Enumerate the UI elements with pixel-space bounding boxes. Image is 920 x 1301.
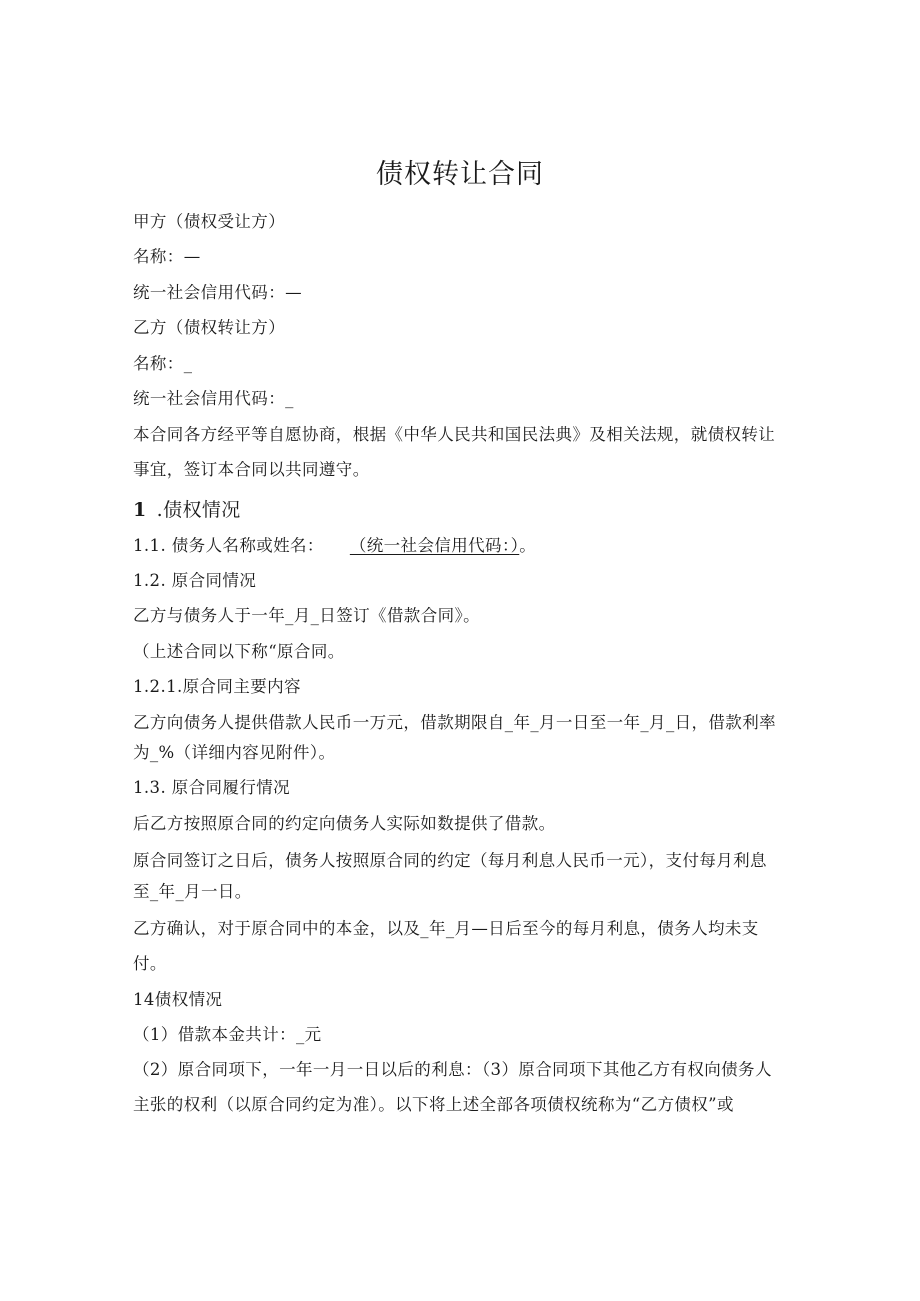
party-b-heading: 乙方（债权转让方） bbox=[133, 318, 286, 337]
clause-1-2-1-label: 1.2.1.原合同主要内容 bbox=[133, 677, 301, 696]
clause-1-2-1-line-1: 乙方向债务人提供借款人民币一万元，借款期限自_年_月一日至一年_月_日，借款利率 bbox=[133, 713, 776, 732]
clause-1-3-line-3: 至_年_月一日。 bbox=[133, 882, 252, 901]
party-a-credit-code: 统一社会信用代码：— bbox=[133, 283, 302, 302]
clause-1-3-line-4: 乙方确认，对于原合同中的本金，以及_年_月—日后至今的每月利息，债务人均未支 bbox=[133, 919, 759, 938]
party-b-credit-code: 统一社会信用代码：_ bbox=[133, 389, 294, 408]
clause-1-4-line-1: （1）借款本金共计：_元 bbox=[133, 1025, 322, 1044]
clause-1-1-label: 1.1. 债务人名称或姓名： bbox=[133, 536, 324, 555]
party-b-name: 名称：_ bbox=[133, 354, 193, 373]
clause-1-2-line-1: 乙方与债务人于一年_月_日签订《借款合同》。 bbox=[133, 606, 481, 625]
section-number: 1 bbox=[133, 499, 147, 521]
clause-1-4-line-2: （2）原合同项下，一年一月一日以后的利息：（3）原合同项下其他乙方有权向债务人 bbox=[133, 1060, 772, 1079]
section-title: .债权情况 bbox=[156, 499, 241, 521]
clause-1-2-line-2: （上述合同以下称“原合同。 bbox=[133, 642, 345, 661]
clause-1-3-line-1: 后乙方按照原合同的约定向债务人实际如数提供了借款。 bbox=[133, 814, 556, 833]
clause-1-3-line-2: 原合同签订之日后，债务人按照原合同的约定（每月利息人民币一元），支付每月利息 bbox=[133, 851, 767, 870]
clause-1-3-line-5: 付。 bbox=[133, 954, 167, 973]
clause-1-4-line-3: 主张的权利（以原合同约定为准）。以下将上述全部各项债权统称为“乙方债权”或 bbox=[133, 1095, 734, 1114]
intro-line-2: 事宜，签订本合同以共同遵守。 bbox=[133, 460, 370, 479]
clause-1-1-credit-code: （统一社会信用代码：） bbox=[349, 536, 520, 555]
party-a-heading: 甲方（债权受让方） bbox=[133, 212, 286, 231]
clause-1-2-label: 1.2. 原合同情况 bbox=[133, 571, 257, 590]
clause-1-4-label: 14债权情况 bbox=[133, 990, 223, 1009]
clause-1-1 bbox=[133, 534, 793, 558]
party-a-name: 名称：— bbox=[133, 247, 201, 266]
intro-line-1: 本合同各方经平等自愿协商，根据《中华人民共和国民法典》及相关法规，就债权转让 bbox=[133, 425, 776, 444]
clause-1-1-end: 。 bbox=[519, 536, 537, 555]
section-1-heading bbox=[133, 498, 793, 522]
clause-1-2-1-line-2: 为_%（详细内容见附件）。 bbox=[133, 743, 336, 762]
document-title: 债权转让合同 bbox=[376, 159, 544, 190]
clause-1-3-label: 1.3. 原合同履行情况 bbox=[133, 778, 291, 797]
